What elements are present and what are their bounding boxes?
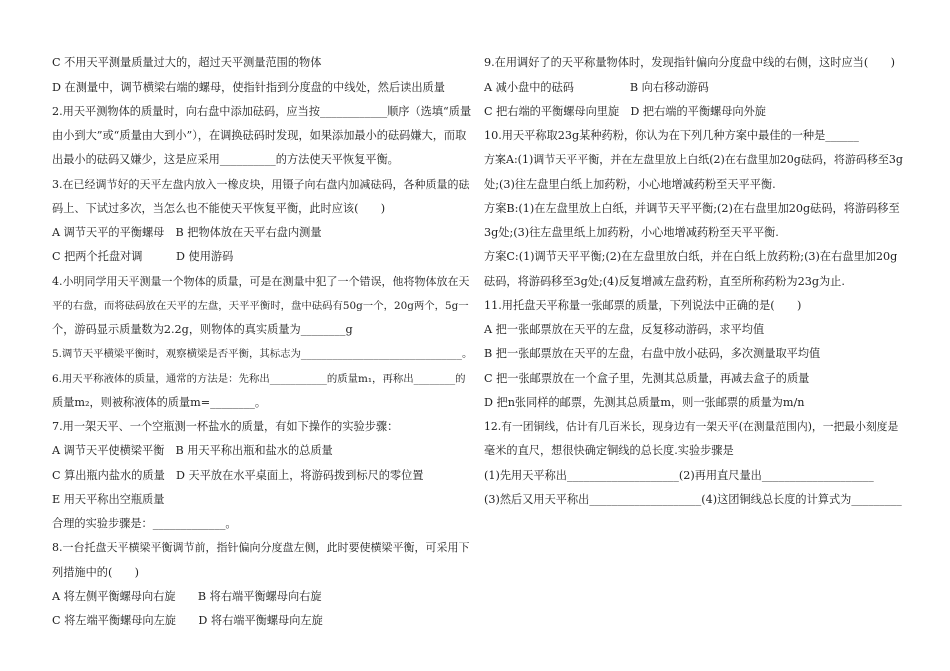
text-line: A 调节天平使横梁平衡 B 用天平称出瓶和盐水的总质量 — [52, 444, 333, 457]
text-line: 11.用托盘天平称量一张邮票的质量，下列说法中正确的是( ) — [484, 299, 802, 312]
text-line: B 把一张邮票放在天平的左盘，右盘中放小砝码，多次测量取平均值 — [484, 347, 821, 360]
text-line: C 把一张邮票放在一个盒子里，先测其总质量，再减去盒子的质量 — [484, 372, 810, 385]
text-line: 3g处;(3)往左盘里纸上加药粉，小心地增减药粉至天平平衡. — [484, 226, 779, 239]
text-line: 8.一台托盘天平横梁平衡调节前，指针偏向分度盘左侧，此时要使横梁平衡，可采用下 — [52, 541, 470, 554]
text-line: D 在测量中，调节横梁右端的螺母，使指针指到分度盘的中线处，然后读出质量 — [52, 81, 445, 94]
text-line: 2.用天平测物体的质量时，向右盘中添加砝码，应当按____________顺序（选填“质量 — [52, 105, 472, 118]
text-line: 个，游码显示质量数为2.2g，则物体的真实质量为________g — [52, 323, 353, 336]
text-line: A 减小盘中的砝码 B 向右移动游码 — [484, 81, 709, 94]
text-line: 12.有一团铜线，估计有几百米长，现身边有一架天平(在测量范围内)，一把最小刻度是 — [484, 420, 899, 433]
text-line: A 把一张邮票放在天平的左盘，反复移动游码，求平均值 — [484, 323, 765, 336]
text-line: 由小到大”或“质量由大到小”），在调换砝码时发现，如果添加最小的砝码嫌大，而取 — [52, 129, 467, 142]
text-line: 方案A:(1)调节天平平衡，并在左盘里放上白纸(2)在右盘里加20g砝码，将游码移至3g — [484, 153, 903, 166]
text-line: 出最小的砝码又嫌少，这是应采用__________的方法使天平恢复平衡。 — [52, 153, 399, 166]
text-line: A 将左侧平衡螺母向右旋 B 将右端平衡螺母向右旋 — [52, 590, 322, 603]
text-line: D 把n张同样的邮票，先测其总质量m，则一张邮票的质量为m/n — [484, 396, 805, 409]
text-line: 处;(3)往左盘里白纸上加药粉，小心地增减药粉至天平平衡. — [484, 178, 776, 191]
text-line: C 把两个托盘对调 D 使用游码 — [52, 250, 234, 263]
text-line: 列措施中的( ) — [52, 566, 140, 579]
text-line: 合理的实验步骤是：_____________。 — [52, 517, 237, 530]
text-line: 3.在已经调节好的天平左盘内放入一橡皮块，用镊子向右盘内加减砝码，各种质量的砝 — [52, 178, 470, 191]
text-line: A 调节天平的平衡螺母 B 把物体放在天平右盘内测量 — [52, 226, 322, 239]
text-line: 质量m₂，则被称液体的质量m=________。 — [52, 396, 267, 409]
text-line: 10.用天平称取23g某种药粉，你认为在下列几种方案中最佳的一种是______ — [484, 129, 859, 142]
text-line: 砝码，将游码移至3g处;(4)反复增减左盘药粉，直至所称药粉为23g为止. — [484, 275, 845, 288]
text-line: C 将左端平衡螺母向左旋 D 将右端平衡螺母向左旋 — [52, 614, 323, 627]
text-line: 平的右盘，而将砝码放在天平的左盘，天平平衡时，盘中砝码有50g一个，20g两个，5g一 — [52, 300, 469, 312]
text-line: 6.用天平称液体的质量，通常的方法是：先称出___________的质量m₁，再称出________的 — [52, 373, 466, 385]
text-line: E 用天平称出空瓶质量 — [52, 493, 165, 506]
text-line: (3)然后又用天平称出____________________(4)这团铜线总长度的计算式为_________ — [484, 493, 902, 506]
text-line: 方案C:(1)调节天平平衡;(2)在左盘里放白纸，并在白纸上放药粉;(3)在右盘里加20g — [484, 250, 898, 263]
text-line: 方案B:(1)在左盘里放上白纸，并调节天平平衡;(2)在右盘里加20g砝码，将游码移至 — [484, 202, 900, 215]
text-line: 毫米的直尺，想很快确定铜线的总长度.实验步骤是 — [484, 444, 734, 457]
text-line: C 不用天平测量质量过大的，超过天平测量范围的物体 — [52, 56, 322, 69]
text-line: 7.用一架天平、一个空瓶测一杯盐水的质量，有如下操作的实验步骤： — [52, 420, 399, 433]
text-line: 4.小明同学用天平测量一个物体的质量，可是在测量中犯了一个错误，他将物体放在天 — [52, 275, 470, 288]
text-line: 5.调节天平横梁平衡时，观察横梁是否平衡，其标志为_______________________________。 — [52, 348, 473, 360]
text-line: (1)先用天平称出____________________(2)再用直尺量出____________________ — [484, 469, 874, 482]
text-line: 码上、下试过多次，当怎么也不能使天平恢复平衡，此时应该( ) — [52, 202, 386, 215]
text-line: C 把右端的平衡螺母向里旋 D 把右端的平衡螺母向外旋 — [484, 105, 766, 118]
text-line: C 算出瓶内盐水的质量 D 天平放在水平桌面上，将游码拨到标尺的零位置 — [52, 469, 424, 482]
text-line: 9.在用调好了的天平称量物体时，发现指针偏向分度盘中线的右侧，这时应当( ) — [484, 56, 895, 69]
